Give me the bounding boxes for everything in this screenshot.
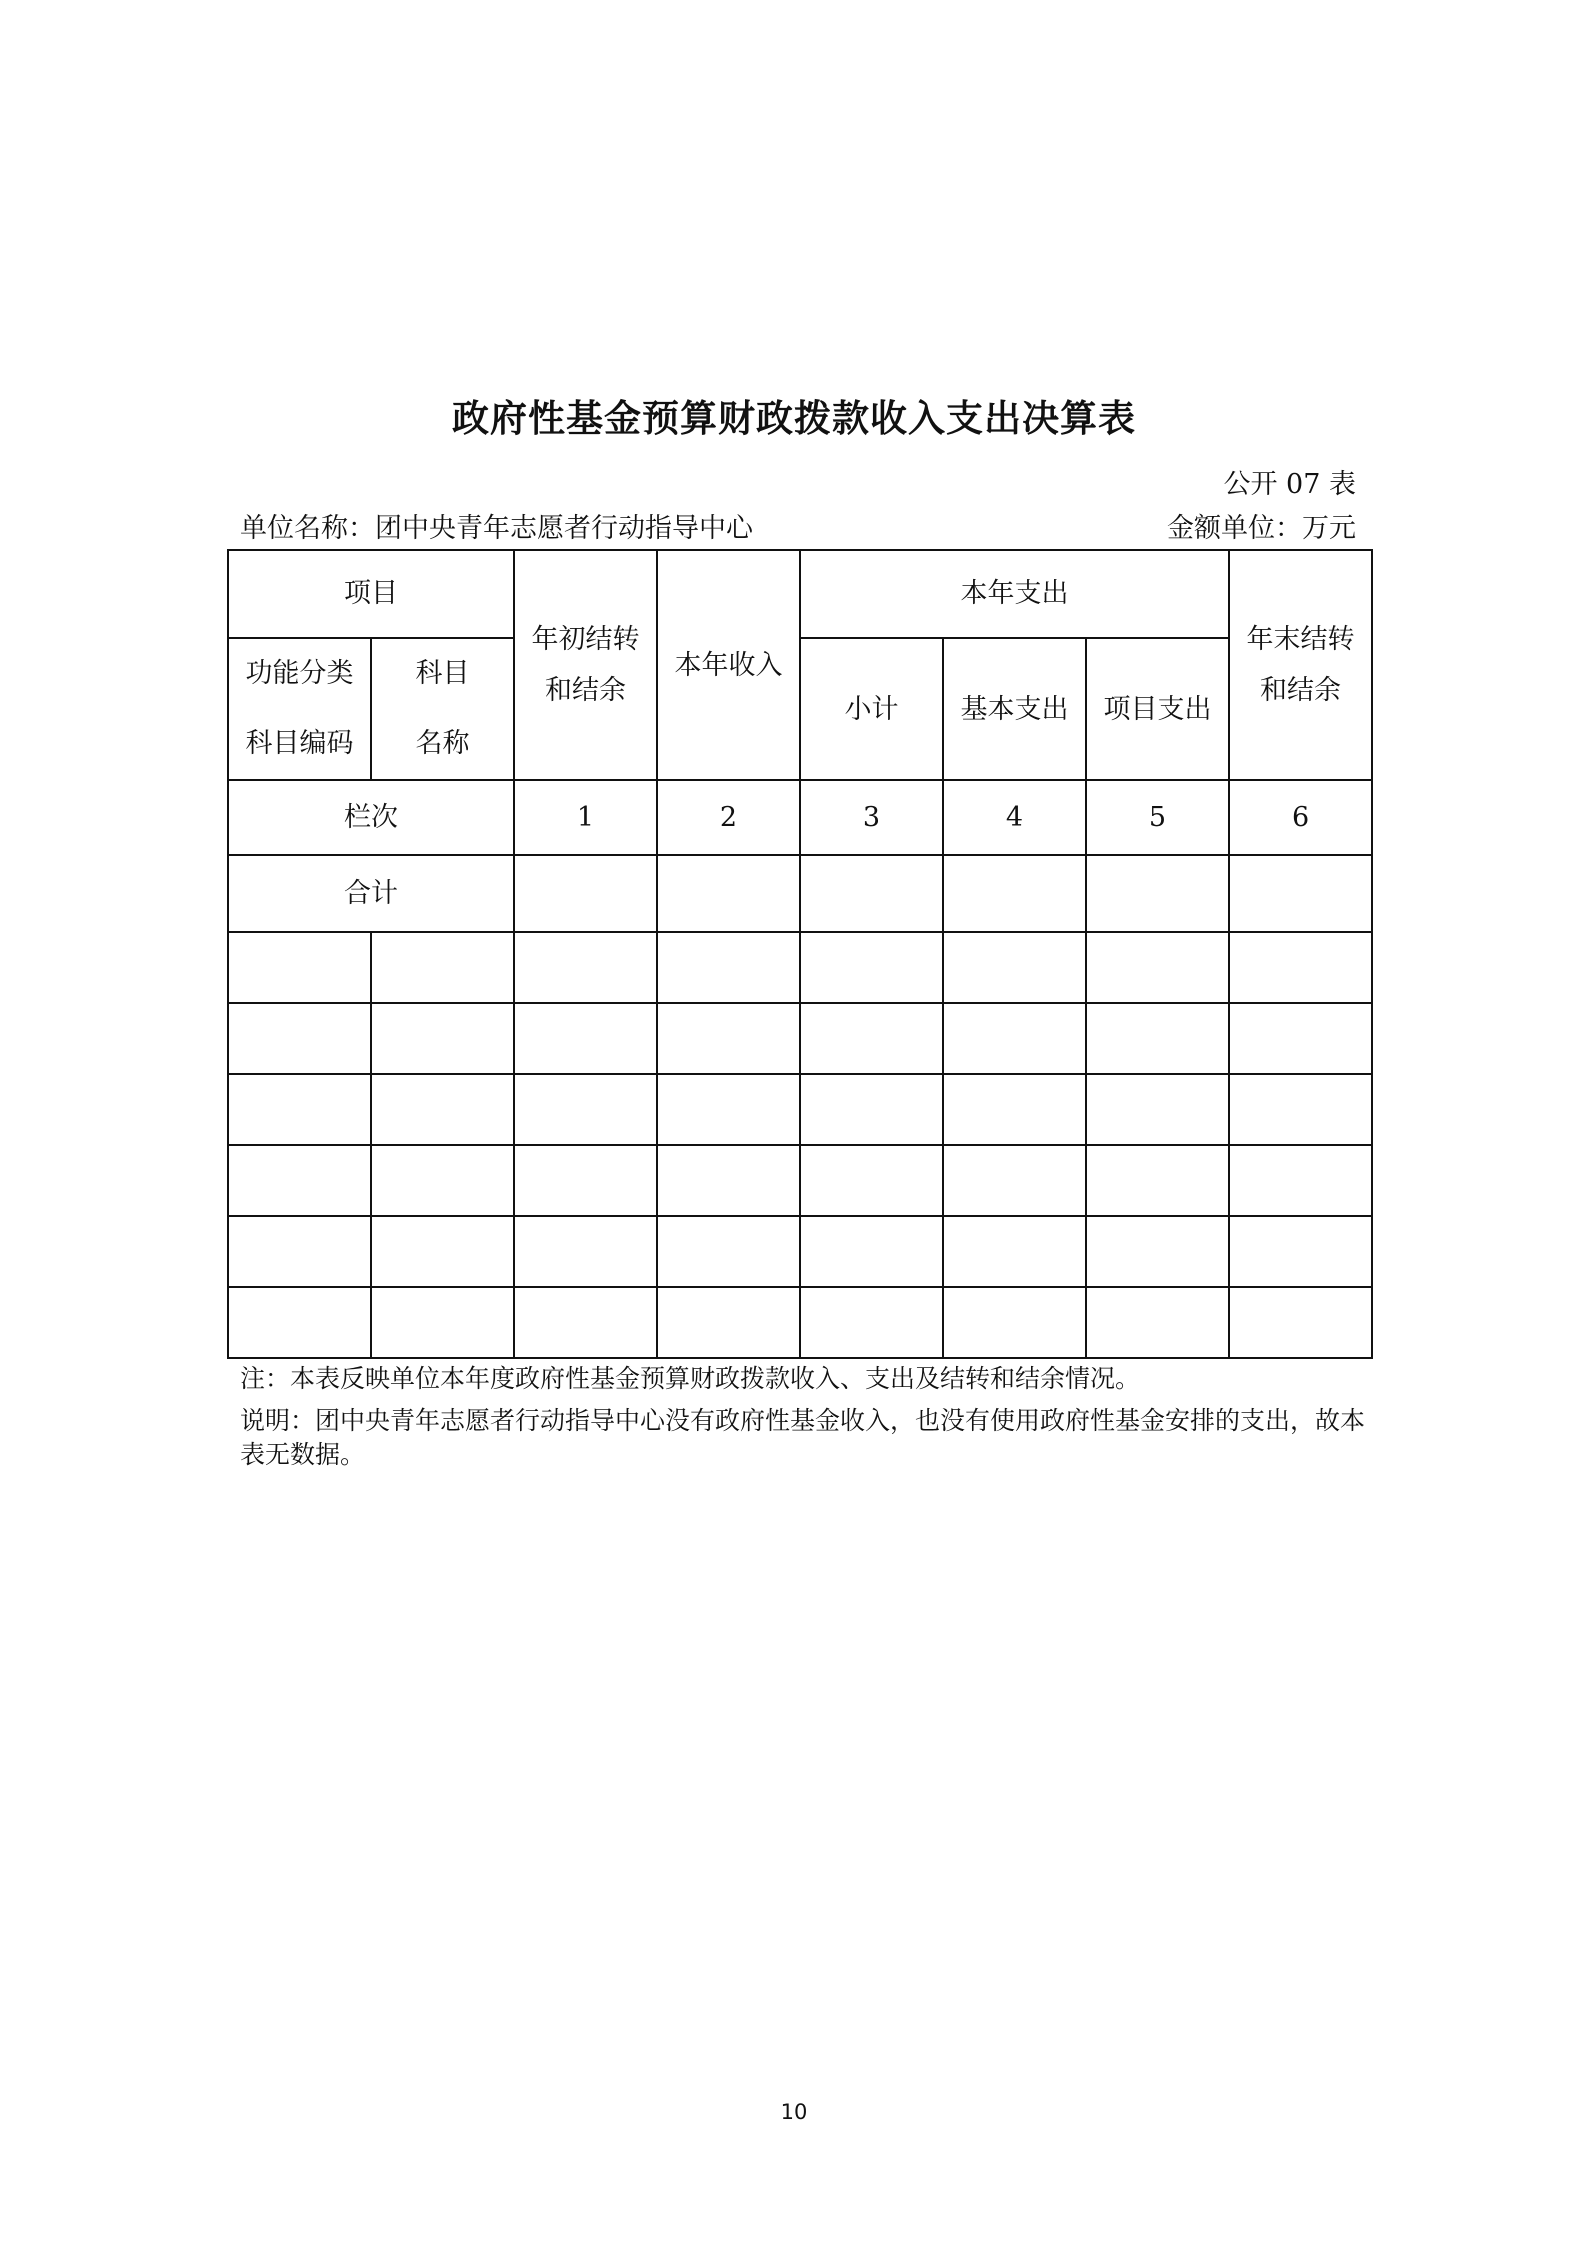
column-number-1: 1 <box>514 780 657 855</box>
table-cell <box>514 1074 657 1145</box>
table-cell <box>657 932 800 1003</box>
table-cell <box>1229 1003 1372 1074</box>
table-row <box>228 1003 1372 1074</box>
header-func-code-line1: 功能分类 <box>245 658 354 689</box>
table-cell <box>943 1287 1086 1358</box>
total-cell <box>1086 855 1229 932</box>
form-number: 公开 07 表 <box>1223 469 1356 500</box>
header-subject-name-line1: 科目 <box>415 658 470 689</box>
page-number: 10 <box>780 2100 808 2124</box>
table-cell <box>1086 1145 1229 1216</box>
header-carryover-begin-line1: 年初结转 <box>531 623 640 655</box>
header-subtotal: 小计 <box>800 638 943 780</box>
table-cell <box>800 932 943 1003</box>
total-label: 合计 <box>228 855 514 932</box>
table-cell <box>657 1074 800 1145</box>
header-expense: 本年支出 <box>800 550 1229 638</box>
column-number-6: 6 <box>1229 780 1372 855</box>
table-cell <box>657 1216 800 1287</box>
header-subject-name <box>371 638 514 780</box>
table-cell <box>514 1216 657 1287</box>
table-cell <box>800 1145 943 1216</box>
column-number-4: 4 <box>943 780 1086 855</box>
table-cell <box>228 1003 371 1074</box>
header-carryover-end <box>1229 550 1372 780</box>
page-title: 政府性基金预算财政拨款收入支出决算表 <box>452 397 1136 440</box>
header-carryover-end-line1: 年末结转 <box>1246 623 1355 655</box>
total-cell <box>514 855 657 932</box>
table-cell <box>228 1145 371 1216</box>
table-cell <box>657 1145 800 1216</box>
header-income: 本年收入 <box>657 550 800 780</box>
header-subject-name-line2: 名称 <box>415 728 470 760</box>
table-cell <box>228 1216 371 1287</box>
column-number-5: 5 <box>1086 780 1229 855</box>
header-basic-expense: 基本支出 <box>943 638 1086 780</box>
header-project-expense: 项目支出 <box>1086 638 1229 780</box>
table-cell <box>514 1003 657 1074</box>
table-cell <box>943 1074 1086 1145</box>
table-cell <box>514 1145 657 1216</box>
table-cell <box>800 1216 943 1287</box>
table-cell <box>371 1287 514 1358</box>
table-cell <box>1086 932 1229 1003</box>
table-cell <box>371 932 514 1003</box>
table-cell <box>514 932 657 1003</box>
table-cell <box>943 932 1086 1003</box>
table-cell <box>657 1287 800 1358</box>
total-cell <box>943 855 1086 932</box>
table-cell <box>943 1216 1086 1287</box>
table-cell <box>1086 1003 1229 1074</box>
table-cell <box>1229 932 1372 1003</box>
table-note: 注：本表反映单位本年度政府性基金预算财政拨款收入、支出及结转和结余情况。 <box>240 1364 1141 1393</box>
table-cell <box>943 1145 1086 1216</box>
table-row <box>228 1216 1372 1287</box>
header-carryover-begin <box>514 550 657 780</box>
table-row <box>228 1145 1372 1216</box>
budget-table <box>227 549 1373 1359</box>
unit-name: 单位名称：团中央青年志愿者行动指导中心 <box>240 513 753 544</box>
header-item: 项目 <box>228 550 514 638</box>
column-number-label: 栏次 <box>228 780 514 855</box>
table-cell <box>371 1074 514 1145</box>
table-cell <box>1229 1216 1372 1287</box>
total-cell <box>800 855 943 932</box>
table-cell <box>943 1003 1086 1074</box>
table-cell <box>800 1074 943 1145</box>
table-cell <box>228 1287 371 1358</box>
table-cell <box>800 1287 943 1358</box>
total-row <box>228 855 1372 932</box>
table-row <box>228 1074 1372 1145</box>
table-cell <box>228 1074 371 1145</box>
table-row <box>228 1287 1372 1358</box>
column-number-2: 2 <box>657 780 800 855</box>
table-cell <box>228 932 371 1003</box>
total-cell <box>657 855 800 932</box>
table-cell <box>1229 1145 1372 1216</box>
table-cell <box>514 1287 657 1358</box>
table-cell <box>800 1003 943 1074</box>
table-row <box>228 932 1372 1003</box>
table-cell <box>1086 1074 1229 1145</box>
total-cell <box>1229 855 1372 932</box>
column-number-3: 3 <box>800 780 943 855</box>
table-cell <box>371 1003 514 1074</box>
table-cell <box>1229 1287 1372 1358</box>
table-explanation: 说明：团中央青年志愿者行动指导中心没有政府性基金收入，也没有使用政府性基金安排的支出，故本表无数据。 <box>240 1406 1366 1469</box>
header-func-code-line2: 科目编码 <box>245 728 354 760</box>
table-cell <box>1229 1074 1372 1145</box>
header-carryover-end-line2: 和结余 <box>1260 675 1342 707</box>
money-unit: 金额单位：万元 <box>1167 513 1356 544</box>
column-number-row <box>228 780 1372 855</box>
table-cell <box>1086 1287 1229 1358</box>
table-cell <box>371 1145 514 1216</box>
header-func-code <box>228 638 371 780</box>
table-cell <box>1086 1216 1229 1287</box>
table-cell <box>657 1003 800 1074</box>
table-cell <box>371 1216 514 1287</box>
header-carryover-begin-line2: 和结余 <box>545 675 626 707</box>
